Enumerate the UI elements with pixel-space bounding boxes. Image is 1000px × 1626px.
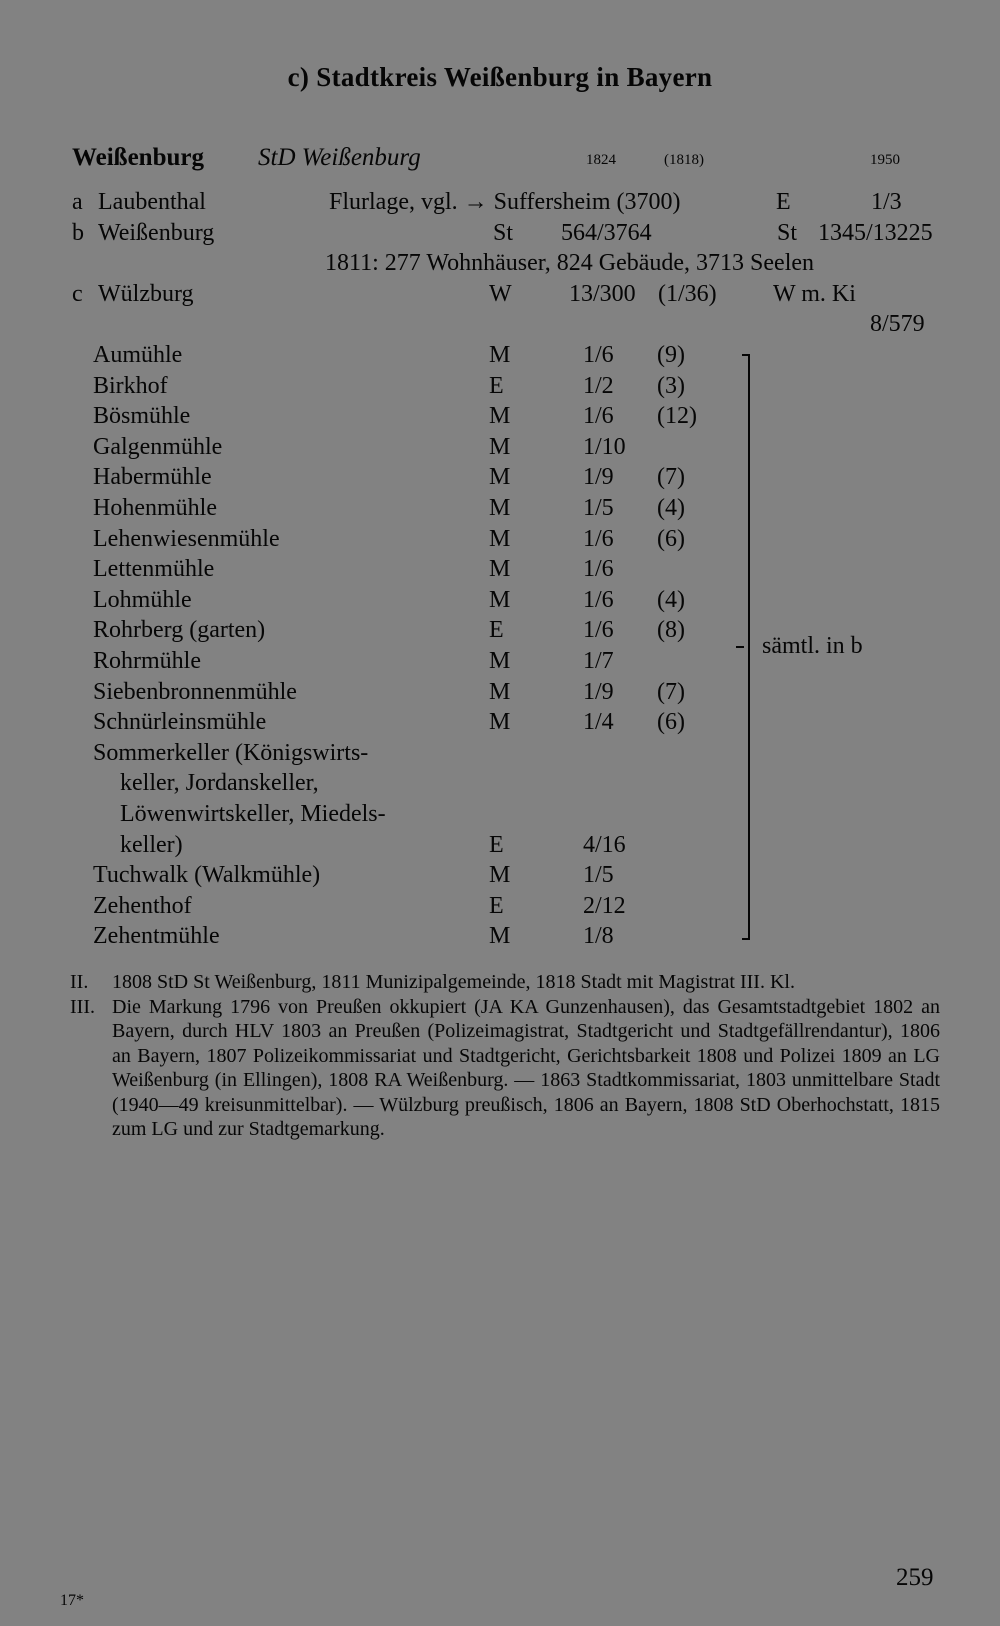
place-value: 1/6: [583, 525, 614, 552]
row-b-value: 564/3764: [561, 220, 652, 246]
row-c-name: Wülzburg: [98, 281, 194, 307]
year-1950: 1950: [870, 152, 900, 168]
row-a-desc: Flurlage, vgl. → Suffersheim (3700): [329, 189, 681, 215]
row-a-name: Laubenthal: [98, 189, 206, 215]
place-type: M: [489, 342, 511, 368]
place-name: Lohmühle: [93, 586, 192, 613]
place-value: 1/9: [583, 464, 614, 491]
bracket: [748, 354, 750, 940]
row-c-letter: c: [72, 281, 83, 307]
place-value: 1/9: [583, 678, 614, 705]
place-type: M: [489, 525, 511, 552]
place-type: M: [489, 495, 511, 521]
place-type: M: [489, 709, 511, 736]
place-name: Habermühle: [93, 464, 212, 491]
place-name: Aumühle: [93, 342, 183, 368]
year-1818: (1818): [664, 152, 704, 168]
place-value: 4/16: [583, 831, 626, 858]
place-name: Sommerkeller (Königswirts-: [93, 739, 369, 766]
row-b-type: St: [493, 220, 514, 246]
place-name: Lettenmühle: [93, 556, 215, 583]
place-value: 1/4: [583, 709, 614, 736]
row-b-letter: b: [72, 220, 84, 246]
signature-mark: 17*: [60, 1592, 84, 1609]
bracket-top-tip: [742, 354, 750, 356]
place-value: 1/7: [583, 648, 614, 674]
place-paren: (6): [657, 525, 685, 552]
place-paren: (6): [657, 709, 685, 736]
note-text: Die Markung 1796 von Preußen okkupiert (JA KA Gunzenhausen), das Gesamtstadtgebiet 1802 an Bayern, durch HLV 1803 an Preußen (Polizeimagistrat, Stadtgericht und Stadtgefällrendantur), 1806 an Bayern, 1807 Polizeikommissariat und Stadtgericht, Gerichtsbarkeit 1808 und Polizei 1809 an LG Weißenburg (in Ellingen), 1808 RA Weißenburg. — 1863 Stadtkommissariat, 1803 unmittelbare Stadt (1940—49 kreisunmittelbar). — Wülzburg preußisch, 1806 an Bayern, 1808 StD Oberhochstatt, 1815 zum LG und zur Stadtgemarkung.: [112, 995, 940, 1140]
row-b-value-1950: 1345/13225: [818, 220, 933, 246]
row-c-paren: (1/36): [658, 281, 717, 307]
row-a-type: E: [776, 189, 791, 215]
place-type: E: [489, 892, 504, 919]
place-name: keller, Jordanskeller,: [120, 770, 319, 797]
place-type: M: [489, 862, 511, 889]
place-type: M: [489, 648, 511, 674]
place-type: M: [489, 923, 511, 950]
place-name: Galgenmühle: [93, 433, 223, 460]
note-iii: [70, 995, 940, 1142]
place-paren: (8): [657, 617, 685, 644]
place-type: M: [489, 556, 511, 583]
place-type: M: [489, 433, 511, 460]
district-name: StD Weißenburg: [258, 144, 421, 171]
place-value: 1/10: [583, 433, 626, 460]
place-value: 1/5: [583, 495, 614, 521]
bracket-bottom-tip: [742, 938, 750, 940]
place-value: 1/6: [583, 342, 614, 368]
place-name: Zehenthof: [93, 892, 192, 919]
row-b-type-1950: St: [777, 220, 798, 246]
historical-notes: [70, 970, 940, 1142]
place-type: M: [489, 678, 511, 705]
place-value: 1/6: [583, 586, 614, 613]
note-number: III.: [70, 995, 95, 1018]
place-name: Siebenbronnenmühle: [93, 678, 297, 705]
place-type: M: [489, 586, 511, 613]
bracket-label: sämtl. in b: [762, 633, 863, 659]
place-paren: (9): [657, 342, 685, 368]
page-title: c) Stadtkreis Weißenburg in Bayern: [287, 62, 713, 92]
place-value: 1/6: [583, 617, 614, 644]
row-c-type: W: [489, 281, 512, 307]
place-value: 1/5: [583, 862, 614, 889]
place-name: Bösmühle: [93, 403, 191, 430]
row-b-note: 1811: 277 Wohnhäuser, 824 Gebäude, 3713 Seelen: [325, 250, 815, 276]
place-name: Hohenmühle: [93, 495, 217, 521]
place-name: Löwenwirtskeller, Miedels-: [120, 801, 386, 827]
page-number: 259: [896, 1564, 934, 1591]
note-text: 1808 StD St Weißenburg, 1811 Munizipalgemeinde, 1818 Stadt mit Magistrat III. Kl.: [112, 971, 795, 993]
place-value: 1/2: [583, 372, 614, 399]
place-value: 2/12: [583, 892, 626, 919]
place-name: Birkhof: [93, 372, 168, 399]
place-name: Rohrmühle: [93, 648, 201, 674]
note-number: II.: [70, 971, 89, 993]
place-paren: (3): [657, 372, 685, 399]
place-value: 1/6: [583, 403, 614, 430]
row-c-value: 13/300: [569, 281, 636, 307]
bracket-middle-tip: [736, 646, 744, 648]
row-a-letter: a: [72, 189, 83, 215]
place-paren: (7): [657, 678, 685, 705]
note-ii: [70, 970, 940, 995]
place-type: E: [489, 617, 504, 644]
place-type: E: [489, 372, 504, 399]
place-name: Schnürleinsmühle: [93, 709, 267, 736]
place-paren: (4): [657, 586, 685, 613]
municipality-name: Weißenburg: [72, 144, 204, 171]
place-paren: (12): [657, 403, 697, 430]
place-name: keller): [120, 831, 183, 858]
place-value: 1/6: [583, 556, 614, 583]
place-type: M: [489, 464, 511, 491]
place-value: 1/8: [583, 923, 614, 950]
place-name: Tuchwalk (Walkmühle): [93, 862, 321, 889]
row-b-name: Weißenburg: [98, 220, 215, 246]
place-name: Rohrberg (garten): [93, 617, 266, 644]
year-1824: 1824: [586, 152, 616, 168]
row-a-value: 1/3: [871, 189, 902, 215]
place-type: E: [489, 831, 504, 858]
place-name: Zehentmühle: [93, 923, 220, 950]
place-name: Lehenwiesenmühle: [93, 525, 280, 552]
row-c-type-1950: W m. Ki: [773, 281, 856, 307]
row-c-value-1950: 8/579: [870, 311, 925, 337]
place-paren: (7): [657, 464, 685, 491]
place-paren: (4): [657, 495, 685, 521]
place-type: M: [489, 403, 511, 430]
